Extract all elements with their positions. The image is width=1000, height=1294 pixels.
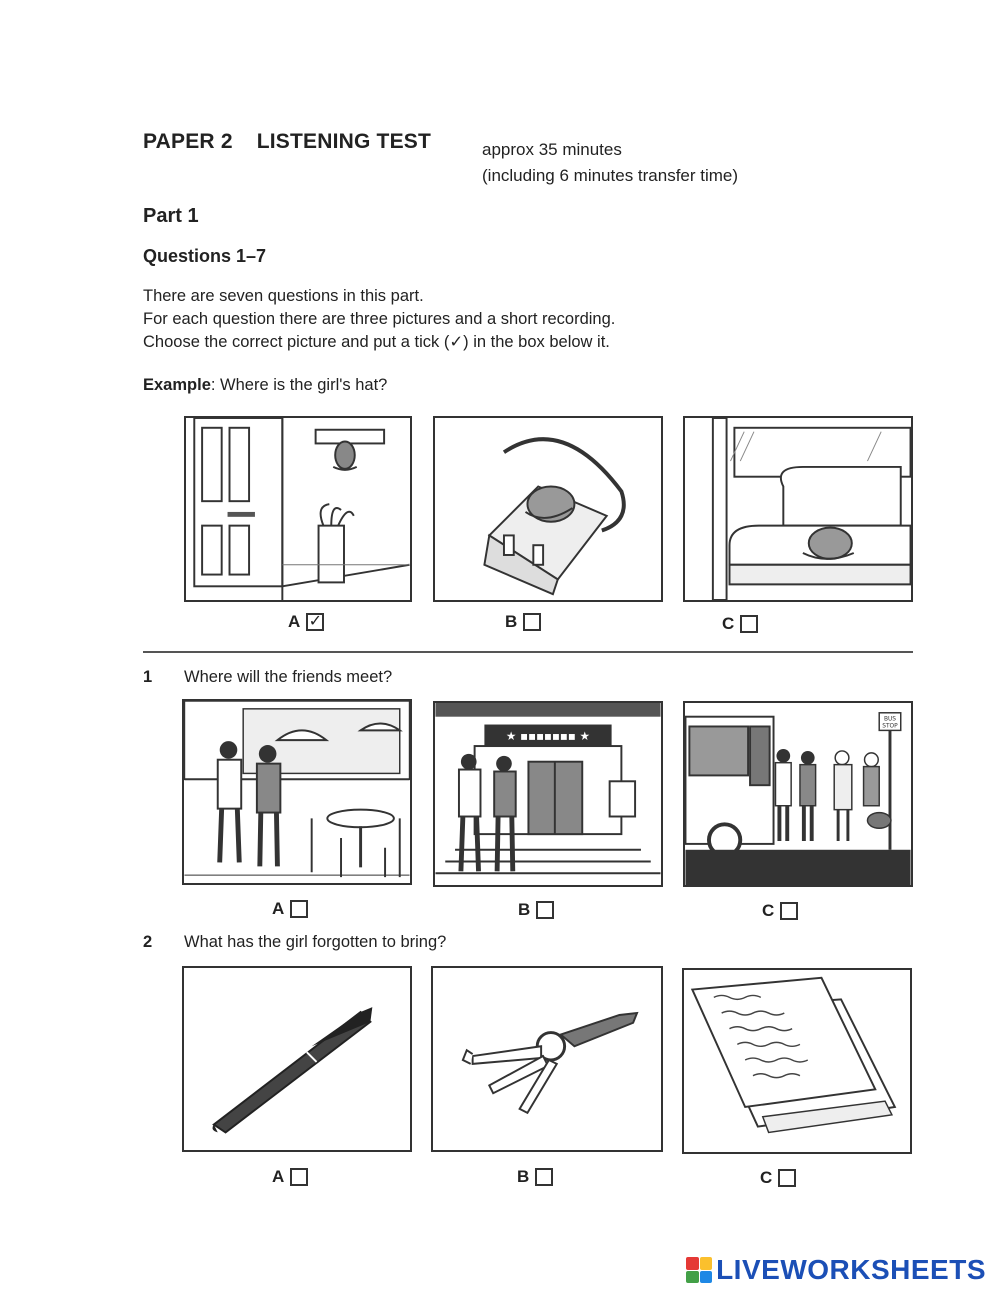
logo-text: LIVEWORKSHEETS xyxy=(716,1254,986,1285)
timing-line-2: (including 6 minutes transfer time) xyxy=(482,166,739,185)
question-text: Where will the friends meet? xyxy=(184,668,393,686)
tick-box[interactable] xyxy=(535,1168,553,1186)
picture-example-c xyxy=(683,416,913,602)
timing-note xyxy=(482,137,738,189)
picture-q2-a xyxy=(182,966,412,1152)
option-letter: C xyxy=(760,1168,773,1187)
picture-q1-c xyxy=(683,701,913,887)
option-letter: B xyxy=(517,1167,530,1186)
q1-option-a xyxy=(272,899,308,919)
hat-in-bag-icon xyxy=(435,418,661,600)
tick-box[interactable] xyxy=(290,900,308,918)
cinema-icon xyxy=(435,703,661,885)
logo-square xyxy=(700,1271,713,1284)
instruction-line: Choose the correct picture and put a tick (✓) in the box below it. xyxy=(143,333,610,351)
instruction-line: For each question there are three pictures and a short recording. xyxy=(143,310,616,328)
svg-text:STOP: STOP xyxy=(882,723,898,730)
paper-title xyxy=(143,130,431,154)
example-text: : Where is the girl's hat? xyxy=(210,376,388,394)
question-text: What has the girl forgotten to bring? xyxy=(184,933,447,951)
option-letter: C xyxy=(722,614,735,633)
option-letter: C xyxy=(762,901,775,920)
pen-icon xyxy=(184,968,410,1150)
tick-box[interactable] xyxy=(778,1169,796,1187)
questions-range: Questions 1–7 xyxy=(143,246,267,266)
liveworksheets-logo[interactable] xyxy=(686,1254,986,1286)
example-label: Example xyxy=(143,376,211,394)
tick-box[interactable] xyxy=(780,902,798,920)
svg-text:BUS: BUS xyxy=(883,716,896,723)
example-question xyxy=(143,376,387,395)
timing-line-1: approx 35 minutes xyxy=(482,140,622,159)
divider xyxy=(143,651,913,653)
papers-icon xyxy=(684,970,910,1152)
test-label: LISTENING TEST xyxy=(256,130,432,153)
example-option-c xyxy=(722,614,758,634)
q2-option-c xyxy=(760,1168,796,1188)
picture-q2-c xyxy=(682,968,912,1154)
picture-q1-a xyxy=(182,699,412,885)
cafe-icon xyxy=(184,701,410,883)
tick-box[interactable] xyxy=(740,615,758,633)
example-option-b xyxy=(505,612,541,632)
q1-option-b xyxy=(518,900,554,920)
example-option-a xyxy=(288,612,324,632)
q2-option-a xyxy=(272,1167,308,1187)
question-number: 1 xyxy=(143,668,153,686)
logo-square xyxy=(686,1271,699,1284)
question-number: 2 xyxy=(143,933,153,951)
instruction-line: There are seven questions in this part. xyxy=(143,287,424,305)
tick-box[interactable] xyxy=(536,901,554,919)
logo-mark-icon xyxy=(686,1257,712,1283)
q2-option-b xyxy=(517,1167,553,1187)
logo-square xyxy=(686,1257,699,1270)
keys-icon xyxy=(433,968,661,1150)
paper-label: PAPER 2 xyxy=(143,130,233,153)
picture-example-b xyxy=(433,416,663,602)
option-letter: B xyxy=(518,900,531,919)
tick-box[interactable] xyxy=(290,1168,308,1186)
hallway-hat-on-hook-icon xyxy=(186,418,410,600)
picture-q2-b xyxy=(431,966,663,1152)
tick-box[interactable]: ✓ xyxy=(306,613,324,631)
bus-stop-icon xyxy=(685,703,911,885)
q1-option-c xyxy=(762,901,798,921)
picture-q1-b xyxy=(433,701,663,887)
hat-on-bus-seat-icon xyxy=(685,418,911,600)
option-letter: A xyxy=(288,612,301,631)
logo-square xyxy=(700,1257,713,1270)
part-heading: Part 1 xyxy=(143,205,199,227)
picture-example-a xyxy=(184,416,412,602)
tick-box[interactable] xyxy=(523,613,541,631)
instructions xyxy=(143,285,615,354)
option-letter: A xyxy=(272,1167,285,1186)
svg-text:★ ▪▪▪▪▪▪▪ ★: ★ ▪▪▪▪▪▪▪ ★ xyxy=(505,729,591,744)
option-letter: B xyxy=(505,612,518,631)
option-letter: A xyxy=(272,899,285,918)
